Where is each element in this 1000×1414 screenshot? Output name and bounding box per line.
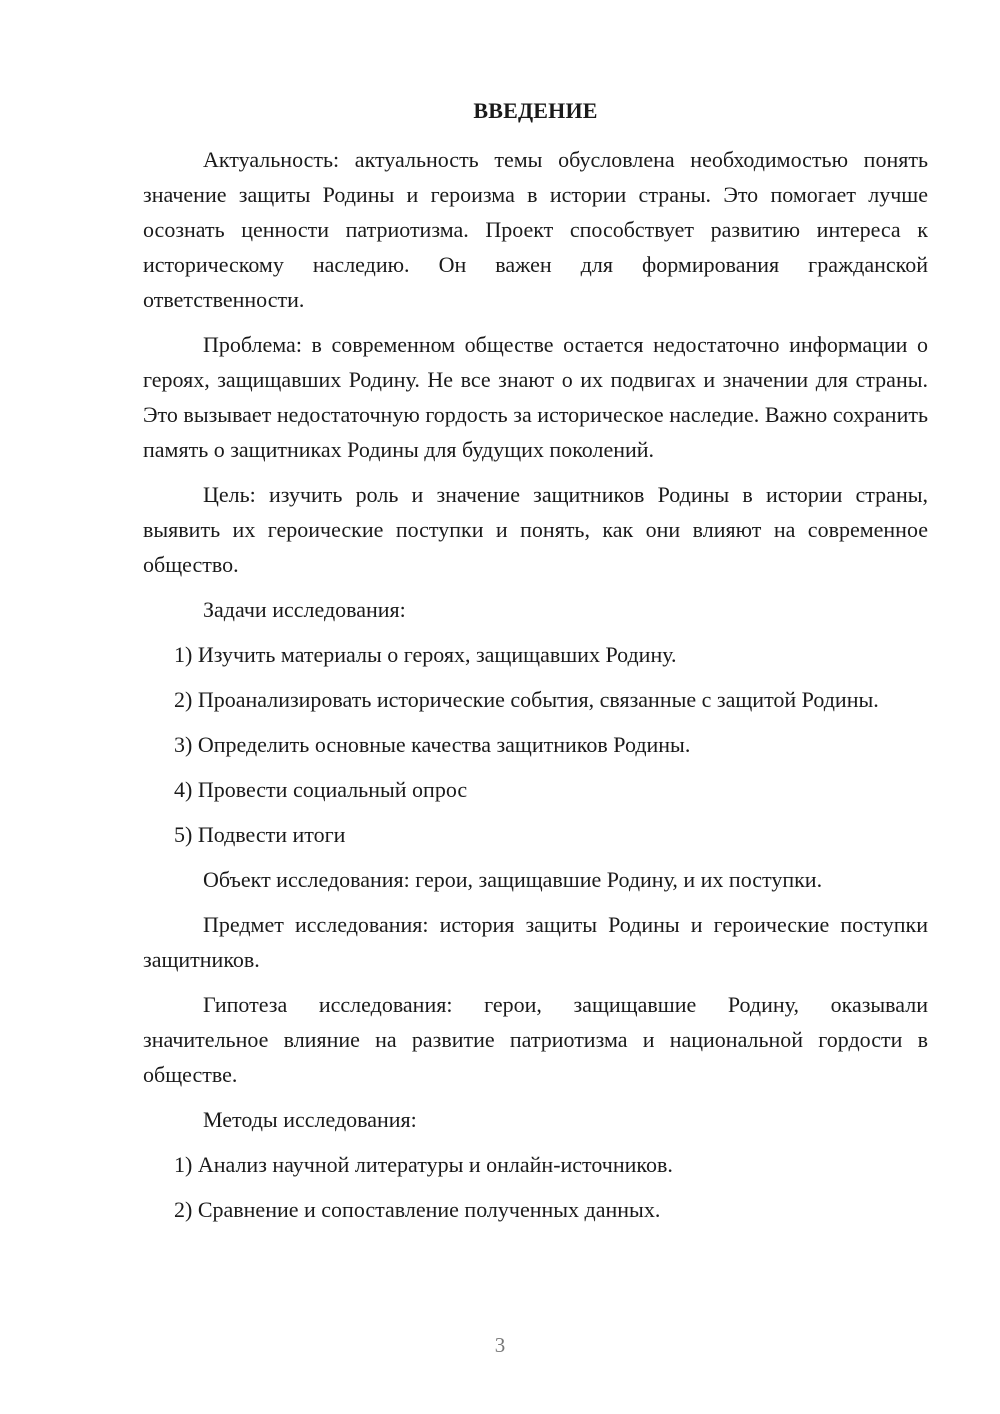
page-number: 3	[494, 1333, 506, 1357]
methods-heading: Методы исследования:	[203, 1107, 417, 1132]
object-paragraph: Объект исследования: герои, защищавшие Родину, и их поступки.	[203, 867, 823, 892]
problem-paragraph: Проблема: в современном обществе остается недостаточно информации о героях, защищавших Родину. Не все знают о их подвигах и значении для страны. Это вызывает недостаточную гордость за историческое наследие. Важно сохранить память о защитниках Родины для будущих поколений.	[143, 332, 928, 462]
task-item: 5) Подвести итоги	[174, 822, 346, 847]
task-item: 3) Определить основные качества защитников Родины.	[174, 732, 691, 757]
page-content	[143, 96, 928, 1237]
hypothesis-paragraph: Гипотеза исследования: герои, защищавшие Родину, оказывали значительное влияние на развитие патриотизма и национальной гордости в обществе.	[143, 992, 928, 1087]
relevance-paragraph: Актуальность: актуальность темы обусловлена необходимостью понять значение защиты Родины и героизма в истории страны. Это помогает лучше осознать ценности патриотизма. Проект способствует развитию интереса к историческому наследию. Он важен для формирования гражданской ответственности.	[143, 147, 928, 312]
goal-paragraph: Цель: изучить роль и значение защитников Родины в истории страны, выявить их героические поступки и понять, как они влияют на современное общество.	[143, 482, 928, 577]
tasks-heading: Задачи исследования:	[203, 597, 406, 622]
subject-paragraph: Предмет исследования: история защиты Родины и героические поступки защитников.	[143, 912, 928, 972]
method-item: 1) Анализ научной литературы и онлайн-источников.	[174, 1152, 673, 1177]
task-item: 1) Изучить материалы о героях, защищавших Родину.	[174, 642, 677, 667]
page-title: ВВЕДЕНИЕ	[473, 98, 598, 123]
task-item: 4) Провести социальный опрос	[174, 777, 468, 802]
task-item: 2) Проанализировать исторические события, связанные с защитой Родины.	[174, 687, 879, 712]
method-item: 2) Сравнение и сопоставление полученных данных.	[174, 1197, 661, 1222]
